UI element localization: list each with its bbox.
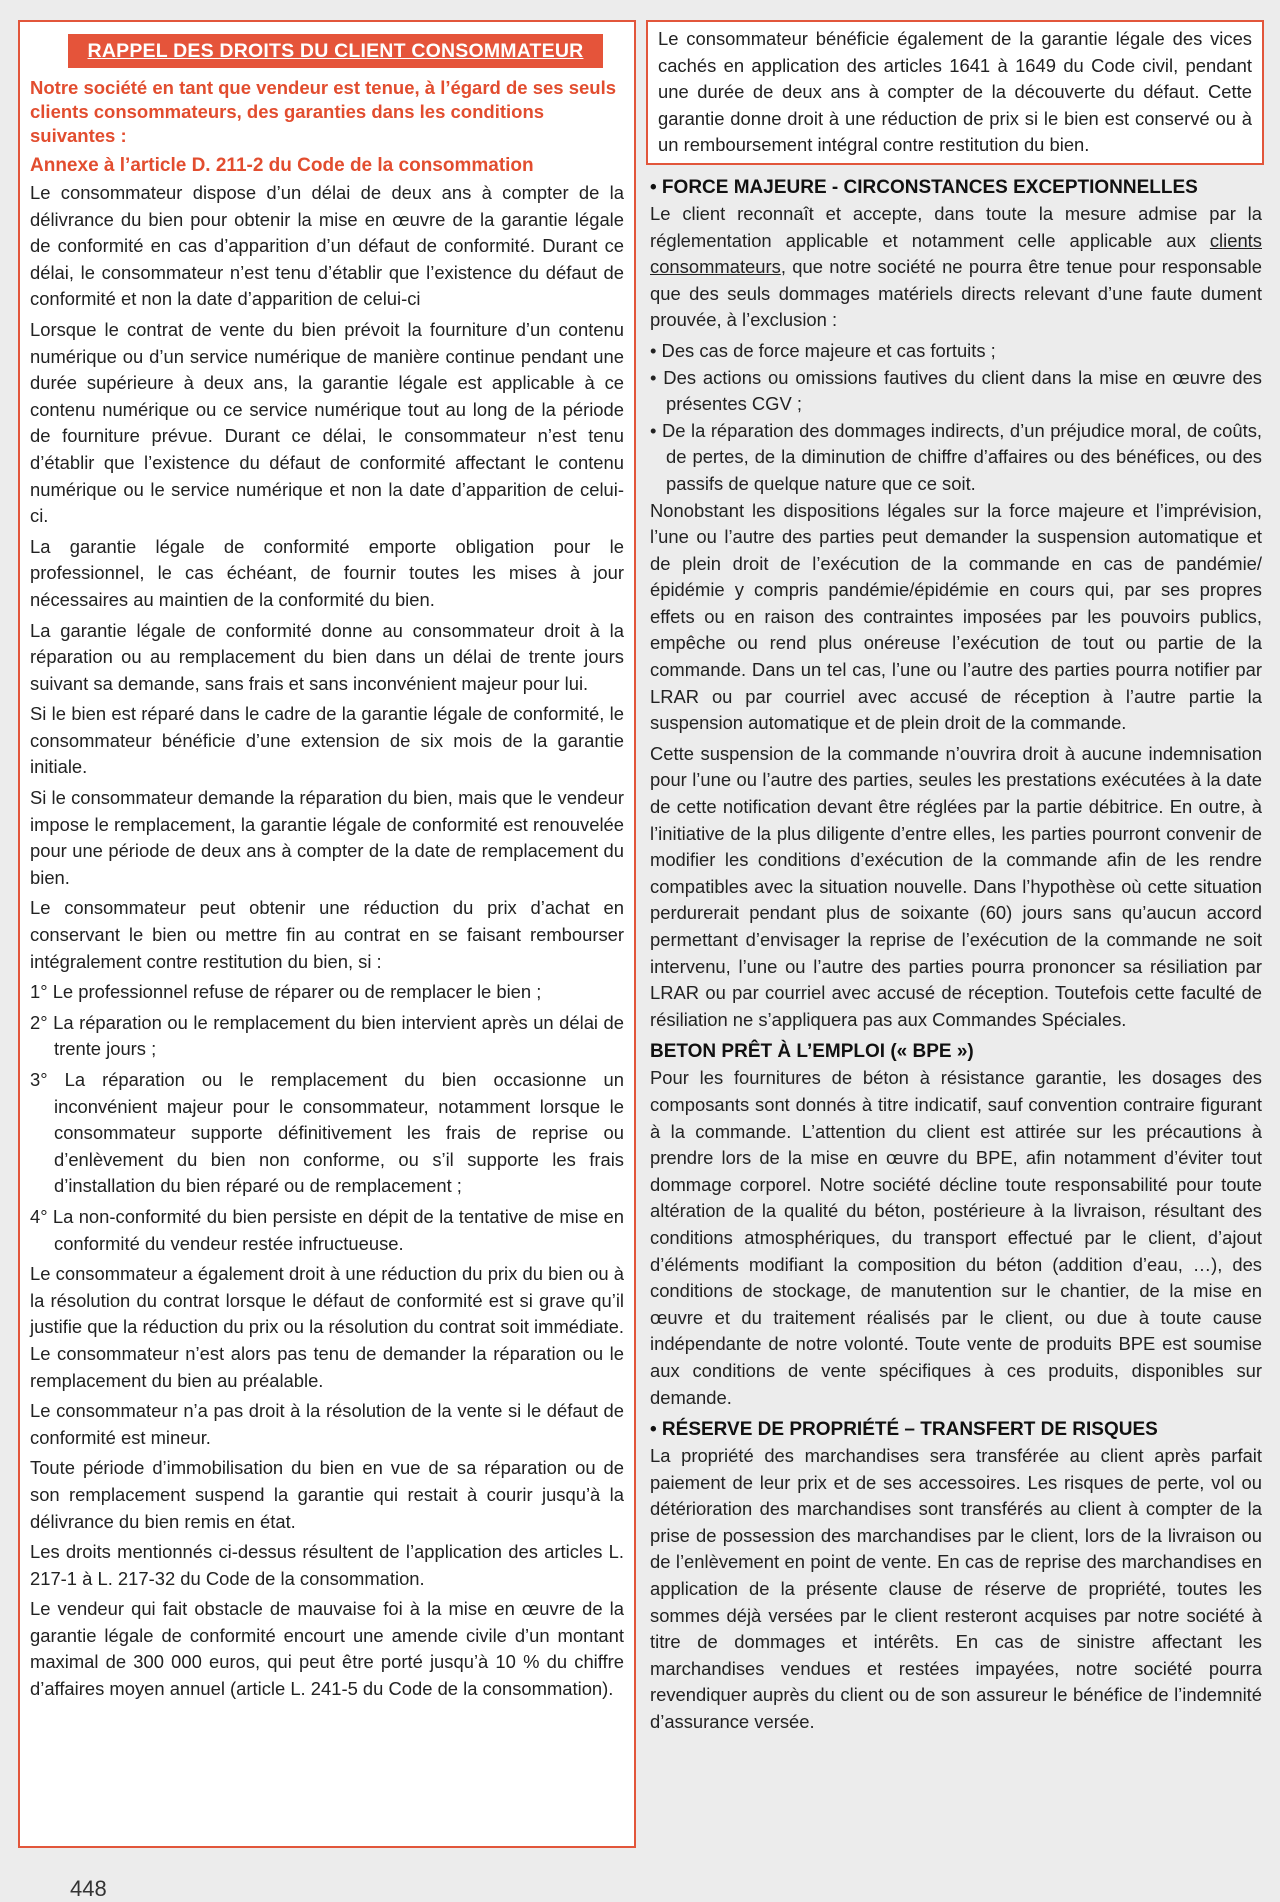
paragraph: La propriété des marchandises sera transférée au client après parfait paiement de leur prix et de ses accessoires. Les risques de perte, vol ou détérioration des marchandises sont transférés au client à compter de la prise de possession des marchandises par le client, lors de la livraison ou de l’enlèvement en point de vente. En cas de reprise des marchandises en application de la présente clause de réserve de propriété, toutes les sommes déjà versées par le client resteront acquises par notre société à titre de dommages et intérêts. En cas de sinistre affectant les marchandises vendues et restées impayées, notre société pourra revendiquer auprès du client ou de son assureur le bénéfice de l’indemnité d’assurance versée.	[650, 1445, 1262, 1733]
paragraph: Les droits mentionnés ci-dessus résultent de l’application des articles L. 217-1 à L. 217-32 du Code de la consommation.	[30, 1541, 624, 1589]
numbered-item: 3° La réparation ou le remplacement du bien occasionne un inconvénient majeur pour le consommateur, notamment lorsque le consommateur supporte définitivement les frais de reprise ou d’enlèvement du bien non conforme, ou s’il supporte les frais d’installation du bien réparé ou de remplacement ;	[30, 1069, 624, 1197]
paragraph: Lorsque le contrat de vente du bien prévoit la fourniture d’un contenu numérique ou d’un service numérique de manière continue pendant une durée supérieure à deux ans, la garantie légale est applicable à ce contenu numérique ou ce service numérique tout au long de la période de fourniture prévue. Durant ce délai, le consommateur n’est tenu d’établir que l’existence du défaut de conformité affectant le contenu numérique ou le service numérique et non la date d’apparition de celui-ci.	[30, 318, 624, 527]
hidden-defects-box	[646, 20, 1264, 165]
bullet-item: • De la réparation des dommages indirects, d’un préjudice moral, de coûts, de pertes, de la diminution de chiffre d’affaires ou des bénéfices, ou des passifs de quelque nature que ce soit.	[650, 419, 1262, 494]
bpe-heading: BETON PRÊT À L’EMPLOI (« BPE »)	[650, 1041, 974, 1063]
paragraph: Le consommateur n’a pas droit à la résolution de la vente si le défaut de conformité est mineur.	[30, 1400, 624, 1448]
reserve-heading: • RÉSERVE DE PROPRIÉTÉ – TRANSFERT DE RISQUES	[650, 1419, 1158, 1441]
paragraph: Nonobstant les dispositions légales sur la force majeure et l’imprévision, l’une ou l’autre des parties peut demander la suspension automatique et de plein droit de l’exécution de la commande en cas de pandémie/épidémie y compris pandémie/épidémie en cours qui, par ses propres effets ou en raison des contraintes imposées par les pouvoirs publics, empêche ou rend plus onéreuse l’exécution de tout ou partie de la commande. Dans un tel cas, l’une ou l’autre des parties pourra notifier par LRAR ou par courriel avec accusé de réception à l’autre partie la suspension automatique et de plein droit de la commande.	[650, 499, 1262, 734]
consumer-rights-banner: RAPPEL DES DROITS DU CLIENT CONSOMMATEUR	[68, 34, 603, 68]
bullet-item: • Des cas de force majeure et cas fortuits ;	[650, 339, 996, 361]
page-number: 448	[70, 1876, 107, 1901]
annex-heading: Annexe à l’article D. 211-2 du Code de la consommation	[30, 155, 534, 176]
paragraph: Toute période d’immobilisation du bien en vue de sa réparation ou de son remplacement suspend la garantie qui restait à courir jusqu’à la délivrance du bien remis en état.	[30, 1457, 624, 1532]
intro-text: Notre société en tant que vendeur est tenue, à l’égard de ses seuls clients consommateurs, des garanties dans les conditions suivantes :	[30, 77, 617, 146]
numbered-item: 4° La non-conformité du bien persiste en dépit de la tentative de mise en conformité du vendeur restée infructueuse.	[30, 1205, 624, 1254]
right-body	[646, 165, 1268, 1736]
bullet-item: • Des actions ou omissions fautives du client dans la mise en œuvre des présentes CGV ;	[650, 366, 1262, 415]
paragraph: Le consommateur a également droit à une réduction du prix du bien ou à la résolution du contrat lorsque le défaut de conformité est si grave qu’il justifie que la réduction du prix ou la résolution du contrat soit immédiate. Le consommateur n’est alors pas tenu de demander la réparation ou le remplacement du bien au préalable.	[30, 1263, 624, 1391]
paragraph	[650, 201, 1262, 334]
fm-text-post: , que notre société ne pourra être tenue pour responsable que des seuls dommages matériels directs relevant d’une faute dument prouvée, à l’exclusion :	[650, 256, 1262, 331]
paragraph: Le consommateur peut obtenir une réduction du prix d’achat en conservant le bien ou mettre fin au contrat en se faisant rembourser intégralement contre restitution du bien, si :	[30, 897, 624, 972]
paragraph: Cette suspension de la commande n’ouvrira droit à aucune indemnisation pour l’une ou l’autre des parties, seules les prestations exécutées à la date de cette notification devant être réglées par la partie débitrice. En outre, à l’initiative de la plus diligente d’entre elles, les parties pourront convenir de modifier les conditions d’exécution de la commande afin de les rendre compatibles avec la situation nouvelle. Dans l’hypothèse où cette situation perdurerait pendant plus de soixante (60) jours sans qu’aucun accord permettant d’envisager la reprise de l’exécution de la commande ne soit intervenu, l’une ou l’autre des parties pourra prononcer sa résiliation par LRAR ou par courriel avec accusé de réception. Toutefois cette faculté de résiliation ne s’appliquera pas aux Commandes Spéciales.	[650, 742, 1262, 1030]
force-majeure-heading: • FORCE MAJEURE - CIRCONSTANCES EXCEPTIONNELLES	[650, 176, 1198, 198]
paragraph: Pour les fournitures de béton à résistance garantie, les dosages des composants sont donnés à titre indicatif, sauf convention contraire figurant à la commande. L’attention du client est attirée sur les précautions à prendre lors de la mise en œuvre du BPE, afin notamment d’éviter tout dommage corporel. Notre société décline toute responsabilité pour toute altération de la qualité du béton, postérieure à la livraison, résultant des conditions atmosphériques, du transport effectué par le client, d’ajout d’éléments modifiant la composition du béton (addition d’eau, …), des conditions de stockage, de manutention sur le chantier, de la mise en œuvre et du traitement réalisés par le client, ou due à toute cause indépendante de notre volonté. Toute vente de produits BPE est soumise aux conditions de vente spécifiques à ces produits, disponibles sur demande.	[650, 1067, 1262, 1408]
fm-text-pre: Le client reconnaît et accepte, dans toute la mesure admise par la réglementation applicable et notamment celle applicable aux	[650, 202, 1262, 251]
paragraph: Le vendeur qui fait obstacle de mauvaise foi à la mise en œuvre de la garantie légale de conformité encourt une amende civile d’un montant maximal de 300 000 euros, qui peut être porté jusqu’à 10 % du chiffre d’affaires moyen annuel (article L. 241-5 du Code de la consommation).	[30, 1598, 624, 1700]
numbered-item: 2° La réparation ou le remplacement du bien intervient après un délai de trente jours ;	[30, 1011, 624, 1060]
paragraph: La garantie légale de conformité donne au consommateur droit à la réparation ou au remplacement du bien dans un délai de trente jours suivant sa demande, sans frais et sans inconvénient majeur pour lui.	[30, 619, 624, 694]
right-column	[646, 20, 1268, 1740]
hidden-defects-text: Le consommateur bénéficie également de la garantie légale des vices cachés en application des articles 1641 à 1649 du Code civil, pendant une durée de deux ans à compter de la découverte du défaut. Cette garantie donne droit à une réduction de prix si le bien est conservé ou à un remboursement intégral contre restitution du bien.	[658, 28, 1252, 156]
paragraph: Le consommateur dispose d’un délai de deux ans à compter de la délivrance du bien pour obtenir la mise en œuvre de la garantie légale de conformité en cas d’apparition d’un défaut de conformité. Durant ce délai, le consommateur n’est tenu d’établir que l’existence du défaut de conformité et non la date d’apparition de celui-ci	[30, 182, 624, 310]
numbered-item: 1° Le professionnel refuse de réparer ou de remplacer le bien ;	[30, 981, 542, 1003]
clients-consommateurs-link: clients consommateurs	[650, 229, 1262, 278]
paragraph: Si le consommateur demande la réparation du bien, mais que le vendeur impose le remplacement, la garantie légale de conformité est renouvelée pour une période de deux ans à compter de la date de remplacement du bien.	[30, 787, 624, 888]
paragraph: Si le bien est réparé dans le cadre de la garantie légale de conformité, le consommateur bénéficie d’une extension de six mois de la garantie initiale.	[30, 703, 624, 778]
consumer-rights-box	[18, 20, 636, 1848]
paragraph: La garantie légale de conformité emporte obligation pour le professionnel, le cas échéant, de fournir toutes les mises à jour nécessaires au maintien de la conformité du bien.	[30, 535, 624, 610]
